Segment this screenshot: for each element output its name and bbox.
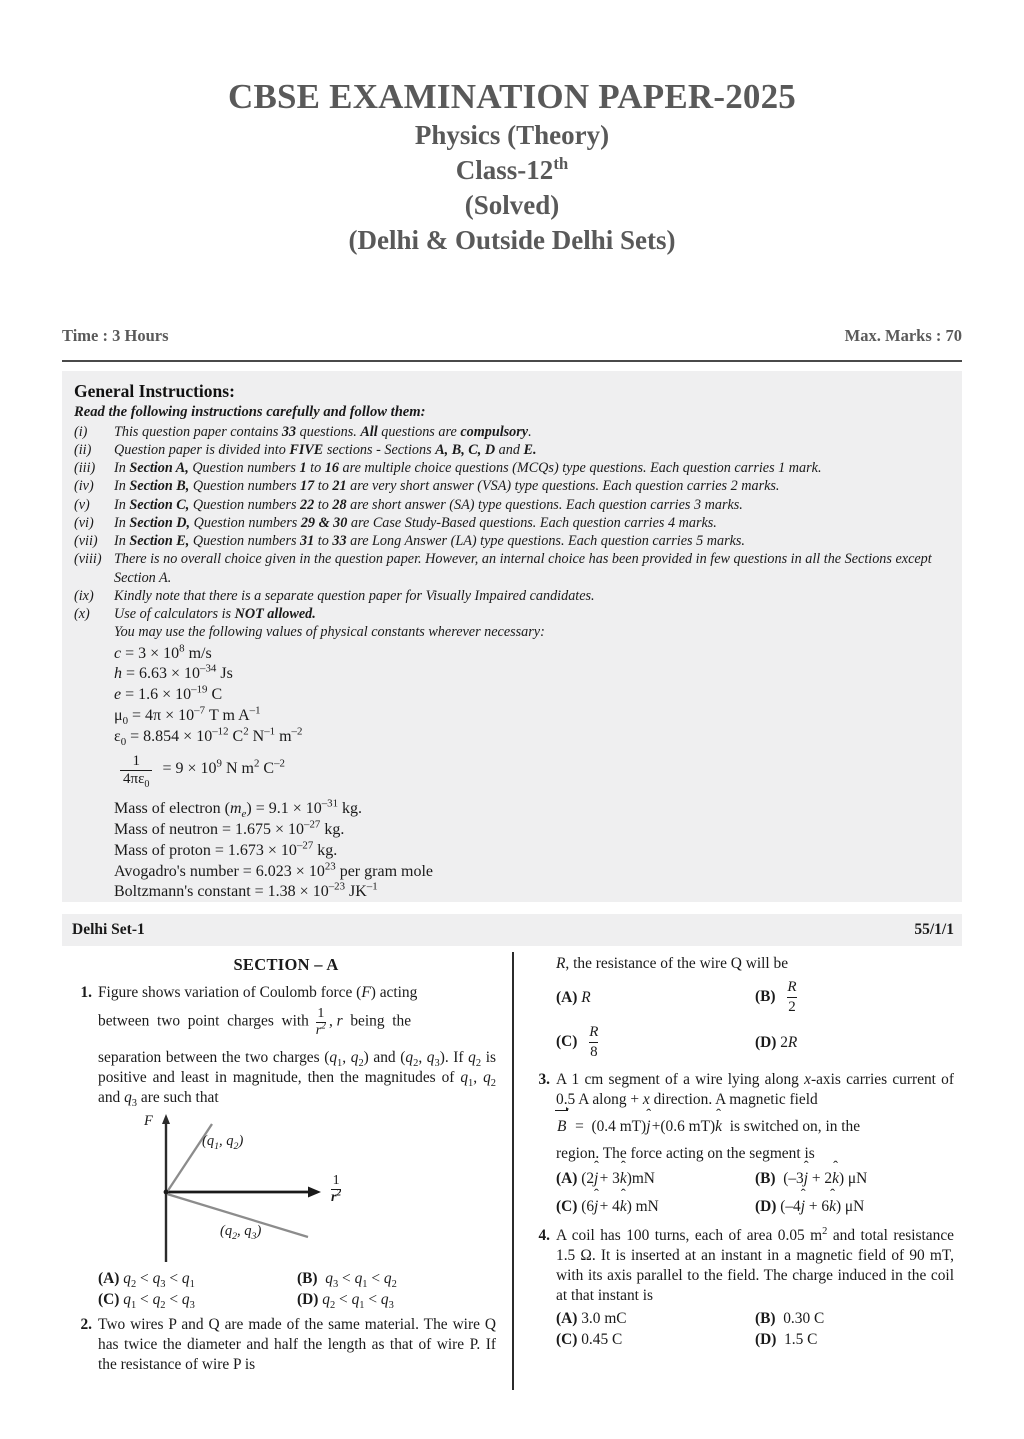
fraction-denominator: $r^2$	[331, 1188, 342, 1206]
set-label: Delhi Set-1	[72, 921, 145, 938]
class-ordinal-suffix: th	[553, 153, 569, 173]
option-row	[556, 1169, 954, 1189]
paper-code: 55/1/1	[914, 921, 954, 938]
instruction-item	[74, 441, 952, 459]
question-3	[534, 1070, 954, 1218]
question-2-left	[76, 1315, 496, 1375]
option-a-key: (A)	[556, 1310, 578, 1328]
instruction-text: There is no overall choice given in the question paper. However, an internal choice has been provided in few questions in all the Sections except Section A.	[114, 551, 932, 586]
option-c[interactable]: (C) $\frac{R}{8}$	[556, 1024, 599, 1061]
option-b-fraction	[787, 980, 796, 1015]
set-band	[62, 914, 962, 946]
instruction-item	[74, 514, 952, 532]
coulomb-fraction-denominator: $4\pi\varepsilon_0$	[123, 770, 150, 790]
instruction-item	[74, 605, 952, 623]
instruction-number: (viii)	[74, 551, 102, 568]
question-4	[534, 1226, 954, 1351]
option-d[interactable]	[755, 1330, 954, 1350]
option-a[interactable]: (A) (2j ˆ + 3k ˆ)mN	[556, 1169, 755, 1189]
header-divider-rule	[62, 360, 962, 362]
instruction-text: In Section A, Question numbers 1 to 16 are multiple choice questions (MCQs) type questions. Each question carries 1 mark.	[114, 460, 822, 477]
question-1	[76, 983, 496, 1311]
coulomb-rhs: = $9 \times 10^9$ N $m^2$ $C^{-2}$	[162, 757, 285, 777]
option-row	[98, 1269, 496, 1289]
instruction-item	[74, 532, 952, 550]
option-row	[556, 1330, 954, 1350]
question-body	[556, 1070, 954, 1218]
fraction-denominator: $r^2$	[315, 1021, 326, 1039]
instructions-list	[74, 423, 952, 642]
question-number: 4.	[538, 1227, 550, 1245]
option-b-text: 0.30 C	[783, 1310, 825, 1328]
option-c-text: 0.45 C	[581, 1331, 623, 1349]
fraction-denominator: 8	[590, 1044, 598, 1061]
instruction-text: In Section C, Question numbers 22 to 28 are short answer (SA) type questions. Each question carries 3 marks.	[114, 496, 743, 513]
page-header	[0, 0, 1024, 257]
option-d[interactable]: (D) $q_2 < q_1 < q_3$	[297, 1291, 394, 1312]
class-title	[0, 154, 1024, 187]
subject-title: Physics (Theory)	[414, 119, 610, 150]
vector-b-symbol: B	[556, 1117, 567, 1137]
coulomb-force-figure	[136, 1112, 466, 1264]
option-a-text: 3.0 mC	[581, 1310, 627, 1328]
class-label: Class-12	[455, 154, 554, 185]
question-number: 2.	[80, 1316, 92, 1334]
option-c[interactable]: (C) (6j ˆ + 4k ˆ) mN	[556, 1197, 755, 1217]
option-d[interactable]: (D) (–4j ˆ + 6k ˆ) μN	[755, 1197, 954, 1217]
option-a[interactable]	[556, 1309, 755, 1329]
option-row	[98, 1290, 496, 1310]
question-2-text: Two wires P and Q are made of the same material. The wire Q has twice the diameter and half the length as that of wire P. If the resistance of wire P is	[98, 1316, 496, 1374]
option-b[interactable]: (B) (–3j ˆ + 2k ˆ) μN	[755, 1169, 954, 1189]
question-3-field-equation: B = (0.4 mT)j ˆ +(0.6 mT)k ˆ is switched on, in the	[556, 1117, 954, 1137]
question-4-text: A coil has 100 turns, each of area 0.05 $m^2$ and total resistance 1.5 Ω. It is inserted at an instant in a magnetic field of 90 mT, with its axis parallel to the field. The charge induced in the coil at that instant is	[556, 1225, 954, 1305]
constant-mu0: $\mu_0 = 4\pi \times 10^{-7}$ T m $A^{-1}$	[114, 704, 261, 728]
figure-svg	[136, 1112, 466, 1264]
origin-point	[164, 1190, 169, 1195]
instruction-text: Use of calculators is NOT allowed.	[114, 606, 316, 623]
instruction-number: (ii)	[74, 441, 92, 458]
instruction-item	[74, 423, 952, 441]
j-hat-icon: j ˆ	[804, 1169, 808, 1189]
instructions-lead: Read the following instructions carefully and follow them:	[74, 404, 426, 420]
option-c[interactable]	[556, 1330, 755, 1350]
question-body	[98, 1315, 496, 1375]
section-a-heading: SECTION – A	[233, 955, 339, 974]
column-divider	[512, 952, 514, 1390]
instruction-number: (vii)	[74, 533, 98, 550]
question-2-options	[556, 980, 954, 1061]
mass-constants-block	[114, 799, 952, 903]
instruction-number: (iii)	[74, 460, 96, 477]
option-row	[556, 1309, 954, 1329]
option-b[interactable]	[755, 1309, 954, 1329]
question-body	[98, 983, 496, 1311]
constant-h: $h = 6.63 \times 10^{-34}$ Js	[114, 663, 233, 683]
j-hat-icon: j ˆ	[594, 1169, 598, 1189]
option-a[interactable]: (A) $q_2 < q_3 < q_1$	[98, 1270, 195, 1291]
figure-x-axis-label	[331, 1174, 341, 1206]
instruction-number: (vi)	[74, 514, 94, 531]
question-2-continuation: R, the resistance of the wire Q will be	[556, 955, 789, 972]
mass-electron: Mass of electron $(m_e) = 9.1 \times 10^{-31}$ kg.	[114, 797, 363, 821]
fraction-numerator: R	[787, 979, 797, 996]
k-hat-icon: k ˆ	[715, 1117, 722, 1137]
fraction-bar	[787, 997, 796, 998]
instruction-number: (v)	[74, 496, 90, 513]
instruction-number: (iv)	[74, 478, 94, 495]
fraction-denominator: 2	[788, 999, 796, 1016]
instruction-item	[74, 459, 952, 477]
j-hat-icon: j ˆ	[646, 1117, 650, 1137]
instruction-number: (i)	[74, 423, 88, 440]
coulomb-fraction	[120, 754, 152, 788]
constants-lead: You may use the following values of physical constants wherever necessary:	[114, 624, 545, 641]
y-axis-arrow	[162, 1114, 170, 1124]
page-title: CBSE EXAMINATION PAPER-2025	[227, 77, 796, 116]
instruction-number: (ix)	[74, 587, 94, 604]
instruction-text: This question paper contains 33 questions. All questions are compulsory.	[114, 423, 532, 440]
coulomb-fraction-numerator: 1	[132, 752, 140, 769]
option-c[interactable]: (C) $q_1 < q_2 < q_3$	[98, 1291, 195, 1312]
option-row	[556, 1025, 954, 1061]
constant-c: $c = 3 \times 10^8$ m/s	[114, 642, 212, 662]
instructions-heading: General Instructions:	[74, 381, 235, 401]
instruction-item	[74, 550, 952, 587]
avogadro-number: Avogadro's number = $6.023 \times 10^{23}$ per gram mole	[114, 860, 433, 880]
option-b[interactable]: (B) $q_3 < q_1 < q_2$	[297, 1270, 397, 1291]
figure-curve1-label: ($q_1$, $q_2$)	[202, 1133, 244, 1153]
general-instructions-box	[62, 371, 962, 902]
instruction-text: In Section E, Question numbers 31 to 33 are Long Answer (LA) type questions. Each question carries 5 marks.	[114, 533, 745, 550]
option-row	[556, 980, 954, 1016]
j-hat-icon: j ˆ	[594, 1197, 598, 1217]
solved-label: (Solved)	[464, 189, 560, 220]
option-b-key: (B)	[755, 1310, 776, 1328]
instruction-text: In Section B, Question numbers 17 to 21 are very short answer (VSA) type questions. Each question carries 2 marks.	[114, 478, 780, 495]
option-b[interactable]: (B) $\frac{R}{2}$	[755, 979, 797, 1016]
figure-curve2-label: ($q_2$, $q_3$)	[220, 1223, 262, 1243]
instruction-item	[74, 496, 952, 514]
question-3-line1: A 1 cm segment of a wire lying along x-axis carries current of 0.5 A along + x direction. A magnetic field	[556, 1071, 954, 1109]
instruction-text: Kindly note that there is a separate question paper for Visually Impaired candidates.	[114, 587, 595, 604]
figure-y-axis-label: F	[144, 1113, 153, 1130]
question-1-line1: Figure shows variation of Coulomb force (F) acting	[98, 984, 418, 1002]
mass-proton: Mass of proton = $1.673 \times 10^{-27}$ kg.	[114, 839, 338, 859]
time-marks-row	[62, 326, 962, 346]
x-axis-arrow	[308, 1187, 321, 1198]
option-d[interactable]: (D) 2R	[755, 1034, 798, 1051]
sets-label: (Delhi & Outside Delhi Sets)	[348, 224, 676, 255]
instruction-item	[74, 477, 952, 495]
question-number: 3.	[538, 1071, 550, 1089]
mass-neutron: Mass of neutron = $1.675 \times 10^{-27}$ kg.	[114, 818, 345, 839]
option-row	[556, 1197, 954, 1217]
k-hat-icon: k ˆ	[620, 1197, 627, 1217]
option-d-key: (D)	[755, 1331, 777, 1349]
option-a[interactable]: (A) R	[556, 989, 591, 1006]
j-hat-icon: j ˆ	[801, 1197, 805, 1217]
question-number: 1.	[80, 984, 92, 1002]
boltzmann-constant: Boltzmann's constant = $1.38 \times 10^{-23}$ $JK^{-1}$	[114, 881, 378, 901]
fraction-numerator: 1	[332, 1173, 340, 1189]
max-marks-label: Max. Marks : 70	[844, 326, 962, 345]
question-3-options	[556, 1169, 954, 1217]
question-1-line2: between two point charges with $\frac{1}{r^2}$ , r being the	[98, 1006, 412, 1039]
k-hat-icon: k ˆ	[832, 1169, 839, 1189]
k-hat-icon: k ˆ	[829, 1197, 836, 1217]
constant-e: $e = 1.6 \times 10^{-19}$ C	[114, 683, 223, 704]
instruction-text: In Section D, Question numbers 29 & 30 are Case Study-Based questions. Each question carries 4 marks.	[114, 514, 717, 531]
question-4-options	[556, 1309, 954, 1350]
instruction-text: Question paper is divided into FIVE sections - Sections A, B, C, D and E.	[114, 441, 537, 458]
constant-epsilon0: $\varepsilon_0 = 8.854 \times 10^{-12}$ $C^2$ $N^{-1}$ $m^{-2}$	[114, 725, 303, 748]
question-1-options	[98, 1269, 496, 1310]
fraction-numerator: 1	[317, 1006, 325, 1022]
fraction-numerator: R	[589, 1024, 599, 1041]
time-label: Time : 3 Hours	[62, 326, 169, 345]
right-column	[534, 952, 954, 1353]
inverse-r-squared-fraction	[316, 1007, 326, 1039]
option-d-text: 1.5 C	[784, 1331, 818, 1349]
question-3-line3: region. The force acting on the segment is	[556, 1145, 815, 1163]
constant-coulomb	[114, 752, 952, 788]
physical-constants-block	[114, 644, 952, 904]
option-c-fraction	[589, 1025, 598, 1060]
question-1-line3: separation between the two charges ($q_1$, $q_2$) and ($q_2$, $q_3$). If $q_2$ is positive and least in magnitude, then the magnitudes of $q_1$, $q_2$ and $q_3$ are such that	[98, 1049, 496, 1110]
instruction-number: (x)	[74, 606, 90, 623]
k-hat-icon: k ˆ	[620, 1169, 627, 1189]
option-c-key: (C)	[556, 1331, 578, 1349]
question-body	[556, 1226, 954, 1351]
instruction-item	[74, 587, 952, 605]
fraction-bar	[589, 1042, 598, 1043]
questions-area	[62, 952, 962, 1392]
left-column	[76, 952, 496, 1377]
